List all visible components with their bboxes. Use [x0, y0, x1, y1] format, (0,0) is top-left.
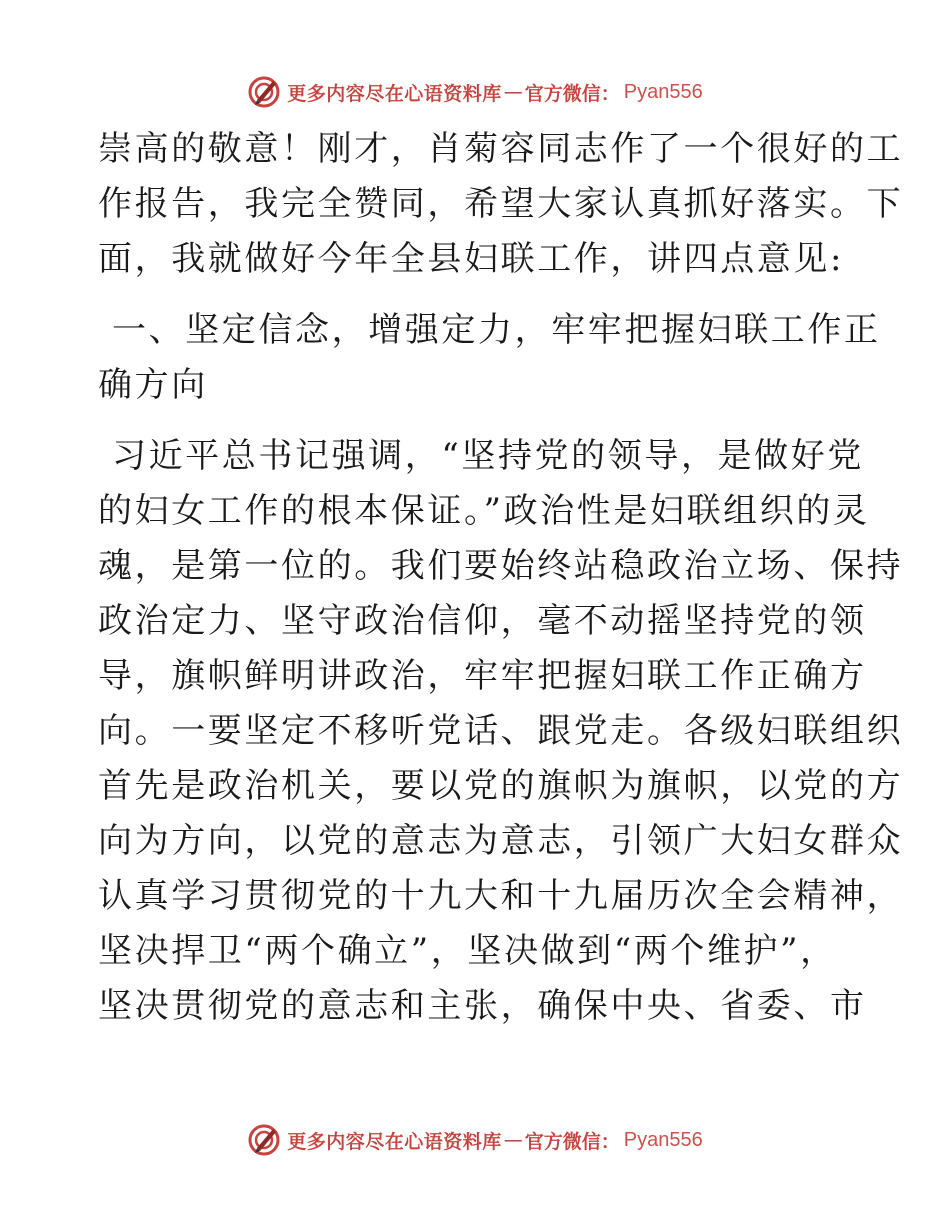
watermark-dash: —: [503, 81, 523, 103]
watermark-id: Pyan556: [623, 80, 703, 103]
text-line: 的妇女工作的根本保证。”政治性是妇联组织的灵: [98, 491, 870, 531]
paragraph-body: [98, 429, 904, 1034]
text-line: 政治定力、坚守政治信仰，毫不动摇坚持党的领: [98, 601, 867, 641]
document-body: [98, 122, 904, 1034]
text-line: 坚决贯彻党的意志和主张，确保中央、省委、市: [98, 986, 867, 1026]
text-line: 向为方向，以党的意志为意志，引领广大妇女群众: [98, 821, 904, 861]
watermark-dash: —: [503, 1129, 523, 1151]
pen-logo-icon: [247, 75, 281, 109]
footer-watermark: [0, 1120, 950, 1160]
watermark-text: 更多内容尽在心语资料库: [287, 1130, 502, 1153]
text-line: 魂，是第一位的。我们要始终站稳政治立场、保持: [98, 546, 904, 586]
text-line: 导，旗帜鲜明讲政治，牢牢把握妇联工作正确方: [98, 656, 867, 696]
paragraph-intro: [98, 122, 904, 287]
text-line: 崇高的敬意！刚才，肖菊容同志作了一个很好的工: [98, 129, 904, 169]
text-line: 首先是政治机关，要以党的旗帜为旗帜，以党的方: [98, 766, 904, 806]
text-line: 面，我就做好今年全县妇联工作，讲四点意见:: [98, 239, 845, 279]
text-line: 向。一要坚定不移听党话、跟党走。各级妇联组织: [98, 711, 904, 751]
text-line: 作报告，我完全赞同，希望大家认真抓好落实。下: [98, 184, 904, 224]
text-line: 坚决捍卫“两个确立”，坚决做到“两个维护”，: [98, 931, 837, 971]
watermark-label: 官方微信：: [524, 82, 620, 105]
watermark-id: Pyan556: [623, 1128, 703, 1151]
pen-logo-icon: [247, 1123, 281, 1157]
section-heading: [98, 303, 881, 413]
text-line: 认真学习贯彻党的十九大和十九届历次全会精神，: [98, 876, 904, 916]
watermark-text: 更多内容尽在心语资料库: [287, 82, 502, 105]
watermark-label: 官方微信：: [524, 1130, 620, 1153]
heading-line: 一、坚定信念，增强定力，牢牢把握妇联工作正: [112, 310, 881, 350]
text-line: 习近平总书记强调，“坚持党的领导，是做好党: [112, 436, 864, 476]
heading-line: 确方向: [98, 365, 208, 405]
header-watermark: [0, 72, 950, 112]
